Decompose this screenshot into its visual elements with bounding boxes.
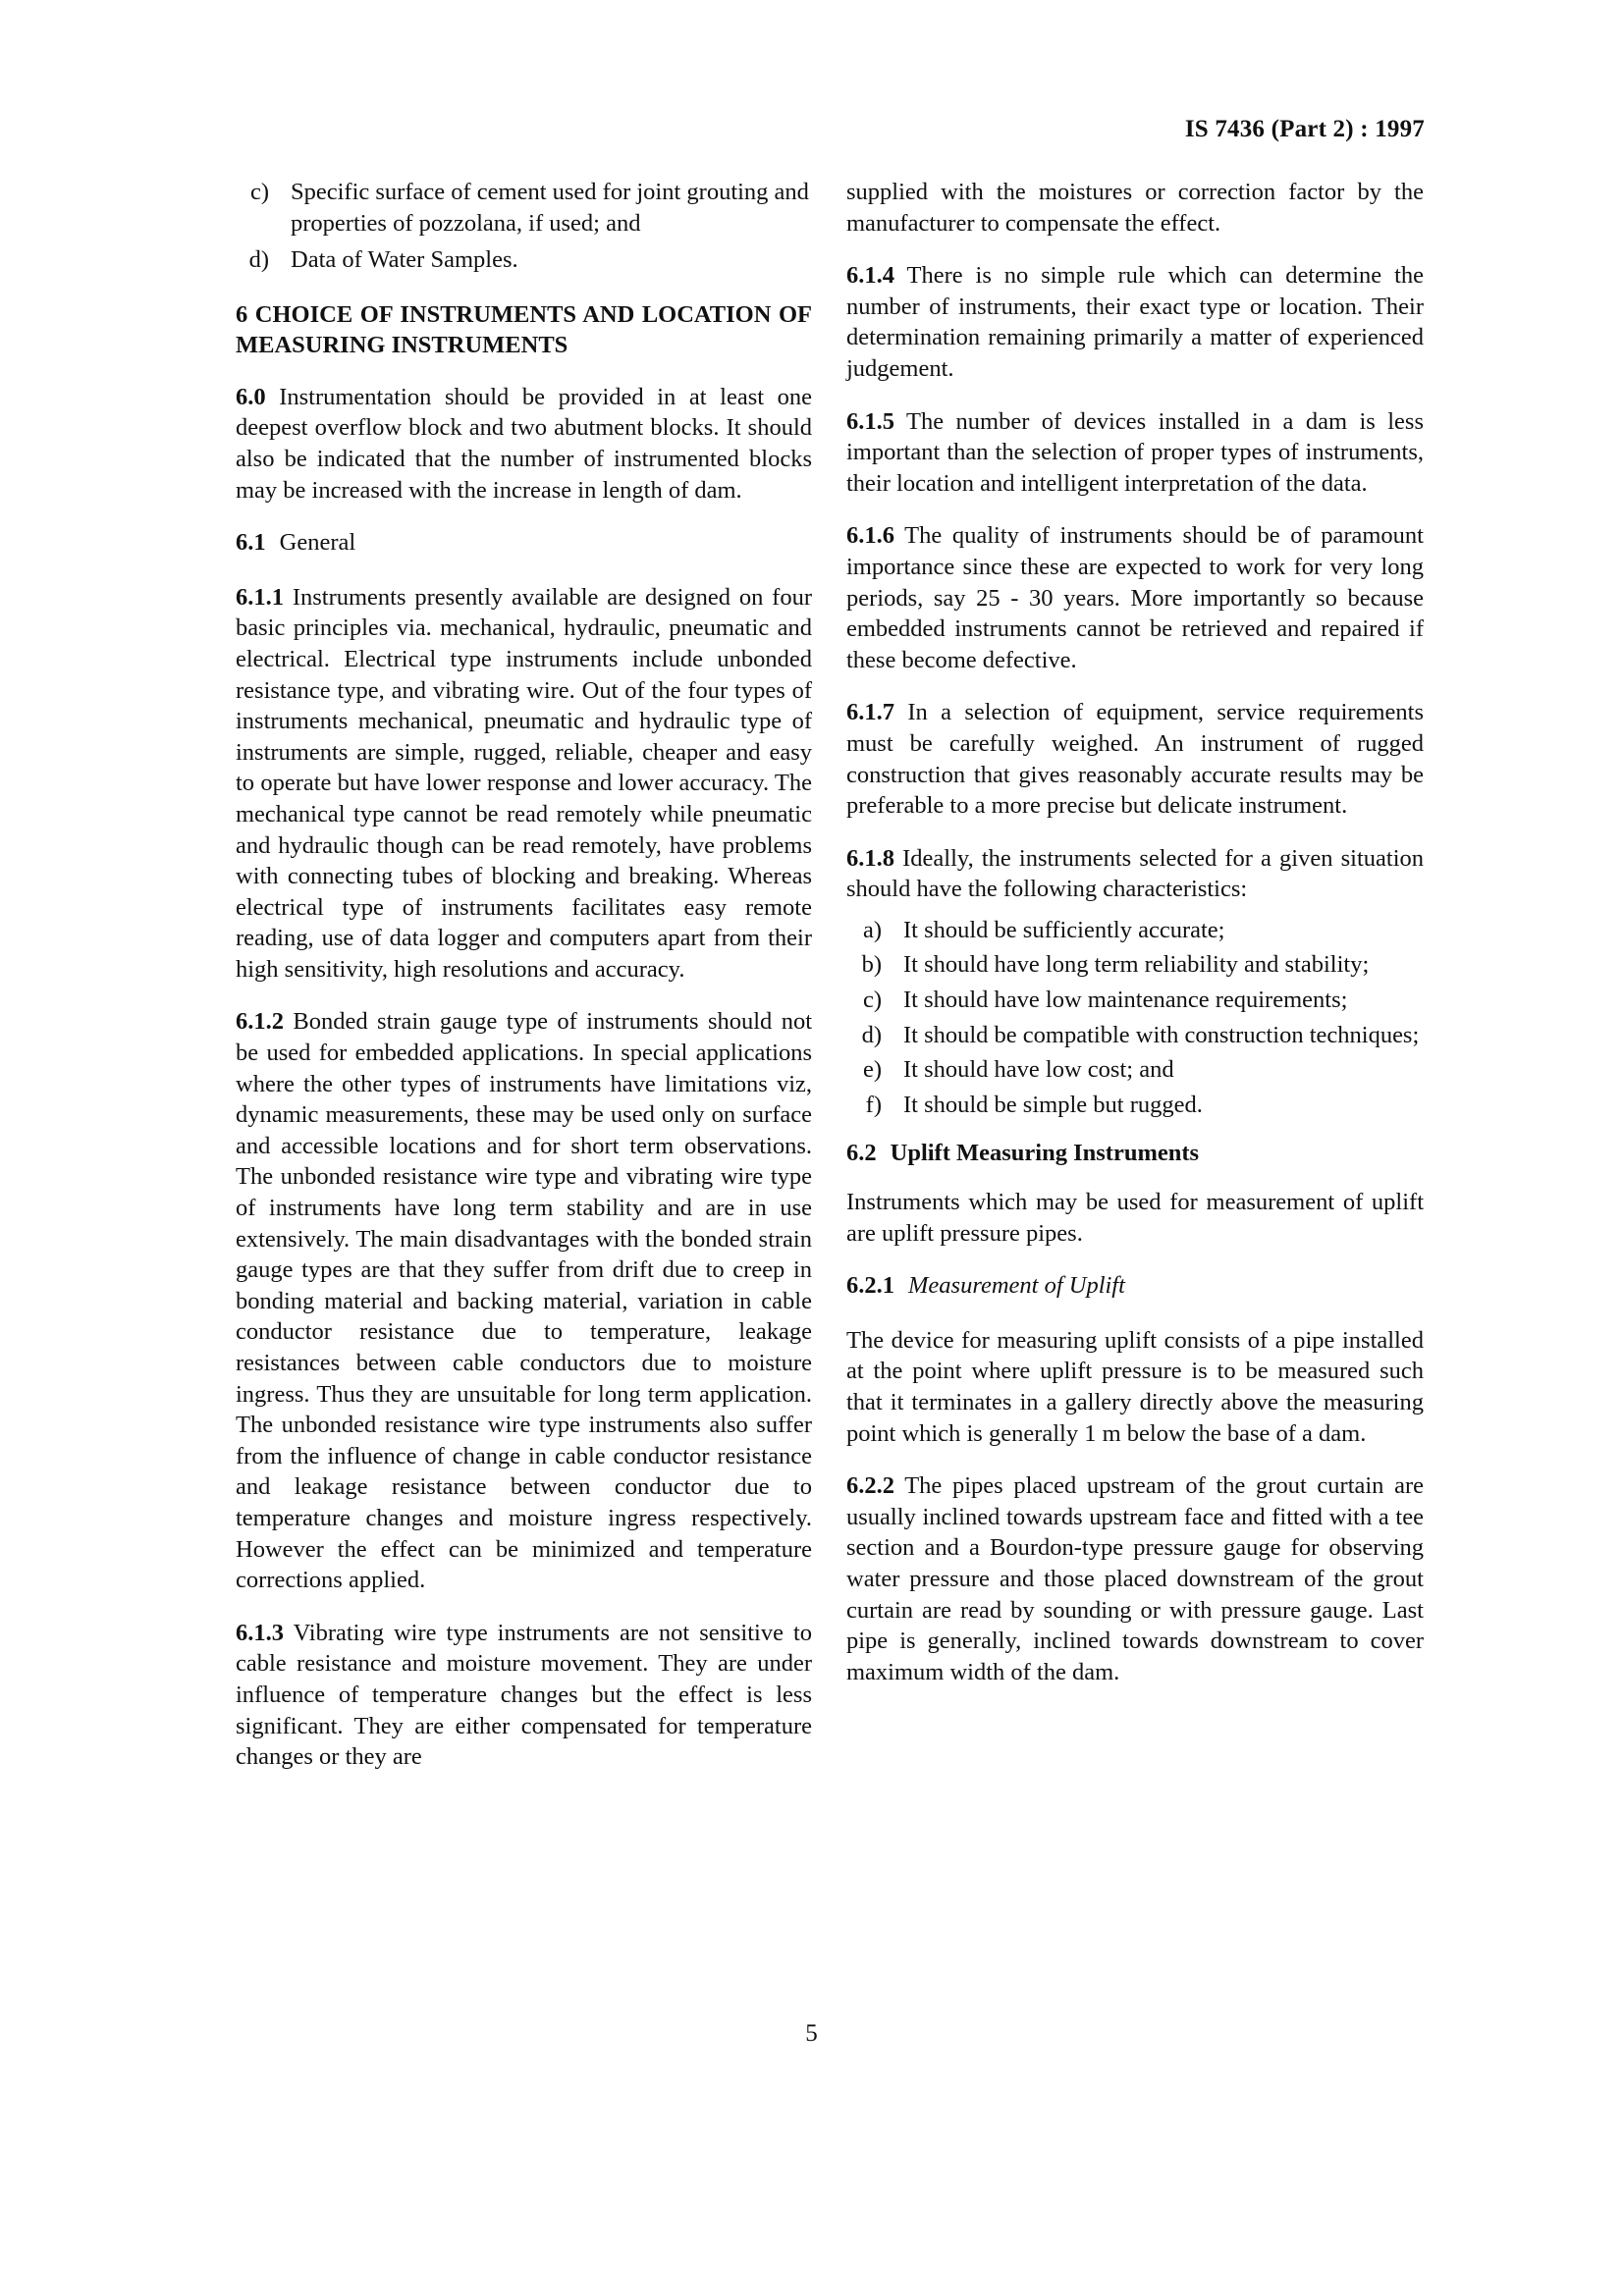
paragraph-text: In a selection of equipment, service requirements must be carefully weighed. An instrument of rugged construction that gives reasonably accurate results may be preferable to a more precise but delicate instrument.: [846, 699, 1424, 820]
paragraph-6-1-1: [236, 582, 812, 986]
section-title: Uplift Measuring Instruments: [890, 1140, 1200, 1167]
paragraph-text: The pipes placed upstream of the grout curtain are usually inclined towards upstream face and fitted with a tee section and a Bourdon-type pressure gauge for observing water pressure and those placed downstream of the grout curtain are read by sounding or with pressure gauge. Last pipe is generally, inclined towards downstream to cover maximum width of the dam.: [846, 1472, 1424, 1685]
paragraph-number: 6.1.6: [846, 522, 894, 550]
section-6-1-heading: [236, 527, 812, 559]
paragraph-text: Vibrating wire type instruments are not sensitive to cable resistance and moisture movement. They are under influence of temperature changes but the effect is less significant. They are either compensated for temperature changes or they are: [236, 1619, 812, 1771]
section-number: 6.2.1: [846, 1272, 894, 1300]
paragraph-continuation: supplied with the moistures or correction factor by the manufacturer to compensate the effect.: [846, 179, 1424, 237]
list-text: Data of Water Samples.: [291, 246, 518, 274]
list-label: c): [862, 987, 882, 1014]
paragraph-6-1-2: [236, 1006, 812, 1595]
paragraph-text: The quality of instruments should be of paramount importance since these are expected to work for very long periods, say 25 - 30 years. More importantly so because embedded instruments cannot be retrieved and repaired if these become defective.: [846, 522, 1424, 673]
paragraph-number: 6.1.7: [846, 699, 894, 726]
paragraph-number: 6.1.4: [846, 262, 894, 290]
paragraph-number: 6.0: [236, 383, 266, 410]
section-number: 6.1: [236, 529, 266, 557]
paragraph-6-1-8: [846, 843, 1424, 905]
paragraph-text: Bonded strain gauge type of instruments should not be used for embedded applications. In special applications where the other types of instruments have limitations viz, dynamic measurements, these may be used only on surface and accessible locations and for short term observations. The unbonded resistance wire type and vibrating wire type of instruments have long term stability and are in use extensively. The main disadvantages with the bonded strain gauge types are that they suffer from drift due to creep in bonding material and backing material, variation in cable conductor resistance due to temperature, leakage resistances between cable conductors due to moisture ingress. Thus they are unsuitable for long term application. The unbonded resistance wire type instruments also suffer from the influence of change in cable conductor resistance and leakage resistance between conductor due to temperature changes and moisture ingress respectively. However the effect can be minimized and temperature corrections applied.: [236, 1008, 813, 1594]
paragraph-text: There is no simple rule which can determine the number of instruments, their exact type or location. Their determination remaining primarily a matter of experienced judgement.: [846, 262, 1424, 382]
section-6-2-1-heading: [846, 1270, 1424, 1302]
paragraph-6-1-7: [846, 697, 1424, 821]
paragraph-6-1-5: [846, 406, 1424, 500]
list-label: e): [862, 1056, 882, 1084]
paragraph-6-2-intro: Instruments which may be used for measurement of uplift are uplift pressure pipes.: [846, 1189, 1424, 1247]
list-text: It should have low maintenance requirements;: [903, 987, 1348, 1014]
list-item: [846, 985, 1424, 1016]
list-label: a): [862, 916, 882, 943]
paragraph-6-2-1: The device for measuring uplift consists of a pipe installed at the point where uplift pressure is to be measured such that it terminates in a gallery directly above the measuring point which is generally 1 m below the base of a dam.: [846, 1326, 1424, 1447]
paragraph-number: 6.1.3: [236, 1619, 284, 1646]
page-number: 5: [805, 2020, 818, 2047]
paragraph-text: The number of devices installed in a dam is less important than the selection of proper types of instruments, their location and intelligent interpretation of the data.: [846, 407, 1424, 497]
list-label: f): [865, 1091, 882, 1118]
paragraph-text: Instruments presently available are designed on four basic principles via. mechanical, hydraulic, pneumatic and electrical. Electrical type instruments include unbonded resistance type, and vibrating wire. Out of the four types of instruments mechanical, pneumatic and hydraulic type of instruments are simple, rugged, reliable, cheaper and easy to operate but have lower response and lower accuracy. The mechanical type cannot be read remotely while pneumatic and hydraulic though can be read remotely, have problems with connecting tubes of blocking and breaking. Whereas electrical type of instruments facilitates easy remote reading, use of data logger and computers apart from their high sensitivity, high resolutions and accuracy.: [236, 583, 813, 983]
paragraph-number: 6.1.5: [846, 407, 894, 435]
list-label: b): [861, 951, 882, 979]
right-column: [846, 177, 1424, 1709]
list-text: It should be simple but rugged.: [903, 1091, 1203, 1118]
list-item: [846, 949, 1424, 981]
paragraph-6-1-3: [236, 1618, 812, 1773]
list-item: [846, 1090, 1424, 1121]
characteristics-list: [846, 915, 1424, 1121]
list-text: It should have long term reliability and stability;: [903, 951, 1370, 979]
list-label: d): [248, 246, 269, 274]
list-text: It should be sufficiently accurate;: [903, 916, 1225, 943]
section-title: General: [279, 529, 356, 557]
list-item-d: [236, 244, 812, 276]
paragraph-6-2-2: [846, 1470, 1424, 1687]
standard-header: IS 7436 (Part 2) : 1997: [1184, 116, 1425, 142]
list-item: [846, 915, 1424, 946]
section-6-heading: 6 CHOICE OF INSTRUMENTS AND LOCATION OF MEASURING INSTRUMENTS: [236, 300, 812, 358]
section-6-2-heading: [846, 1138, 1424, 1169]
list-label: c): [249, 179, 269, 205]
left-column: [236, 177, 812, 1794]
list-text: Specific surface of cement used for joint grouting and properties of pozzolana, if used; and: [291, 179, 809, 237]
list-item: [846, 1054, 1424, 1086]
paragraph-number: 6.1.2: [236, 1008, 284, 1036]
list-text: It should be compatible with construction techniques;: [903, 1021, 1420, 1048]
section-title: Measurement of Uplift: [908, 1272, 1125, 1300]
paragraph-text: Instrumentation should be provided in at least one deepest overflow block and two abutment blocks. It should also be indicated that the number of instrumented blocks may be increased with the increase in length of dam.: [236, 383, 813, 504]
paragraph-6-0: [236, 382, 812, 506]
paragraph-6-1-4: [846, 260, 1424, 384]
list-item-c: [236, 177, 812, 239]
paragraph-number: 6.1.1: [236, 583, 284, 611]
list-item: [846, 1020, 1424, 1051]
paragraph-number: 6.2.2: [846, 1472, 894, 1500]
section-number: 6.2: [846, 1140, 877, 1167]
list-text: It should have low cost; and: [903, 1056, 1174, 1084]
paragraph-number: 6.1.8: [846, 844, 894, 872]
paragraph-6-1-6: [846, 520, 1424, 675]
list-label: d): [861, 1021, 882, 1048]
paragraph-text: Ideally, the instruments selected for a given situation should have the following characteristics:: [846, 844, 1424, 903]
